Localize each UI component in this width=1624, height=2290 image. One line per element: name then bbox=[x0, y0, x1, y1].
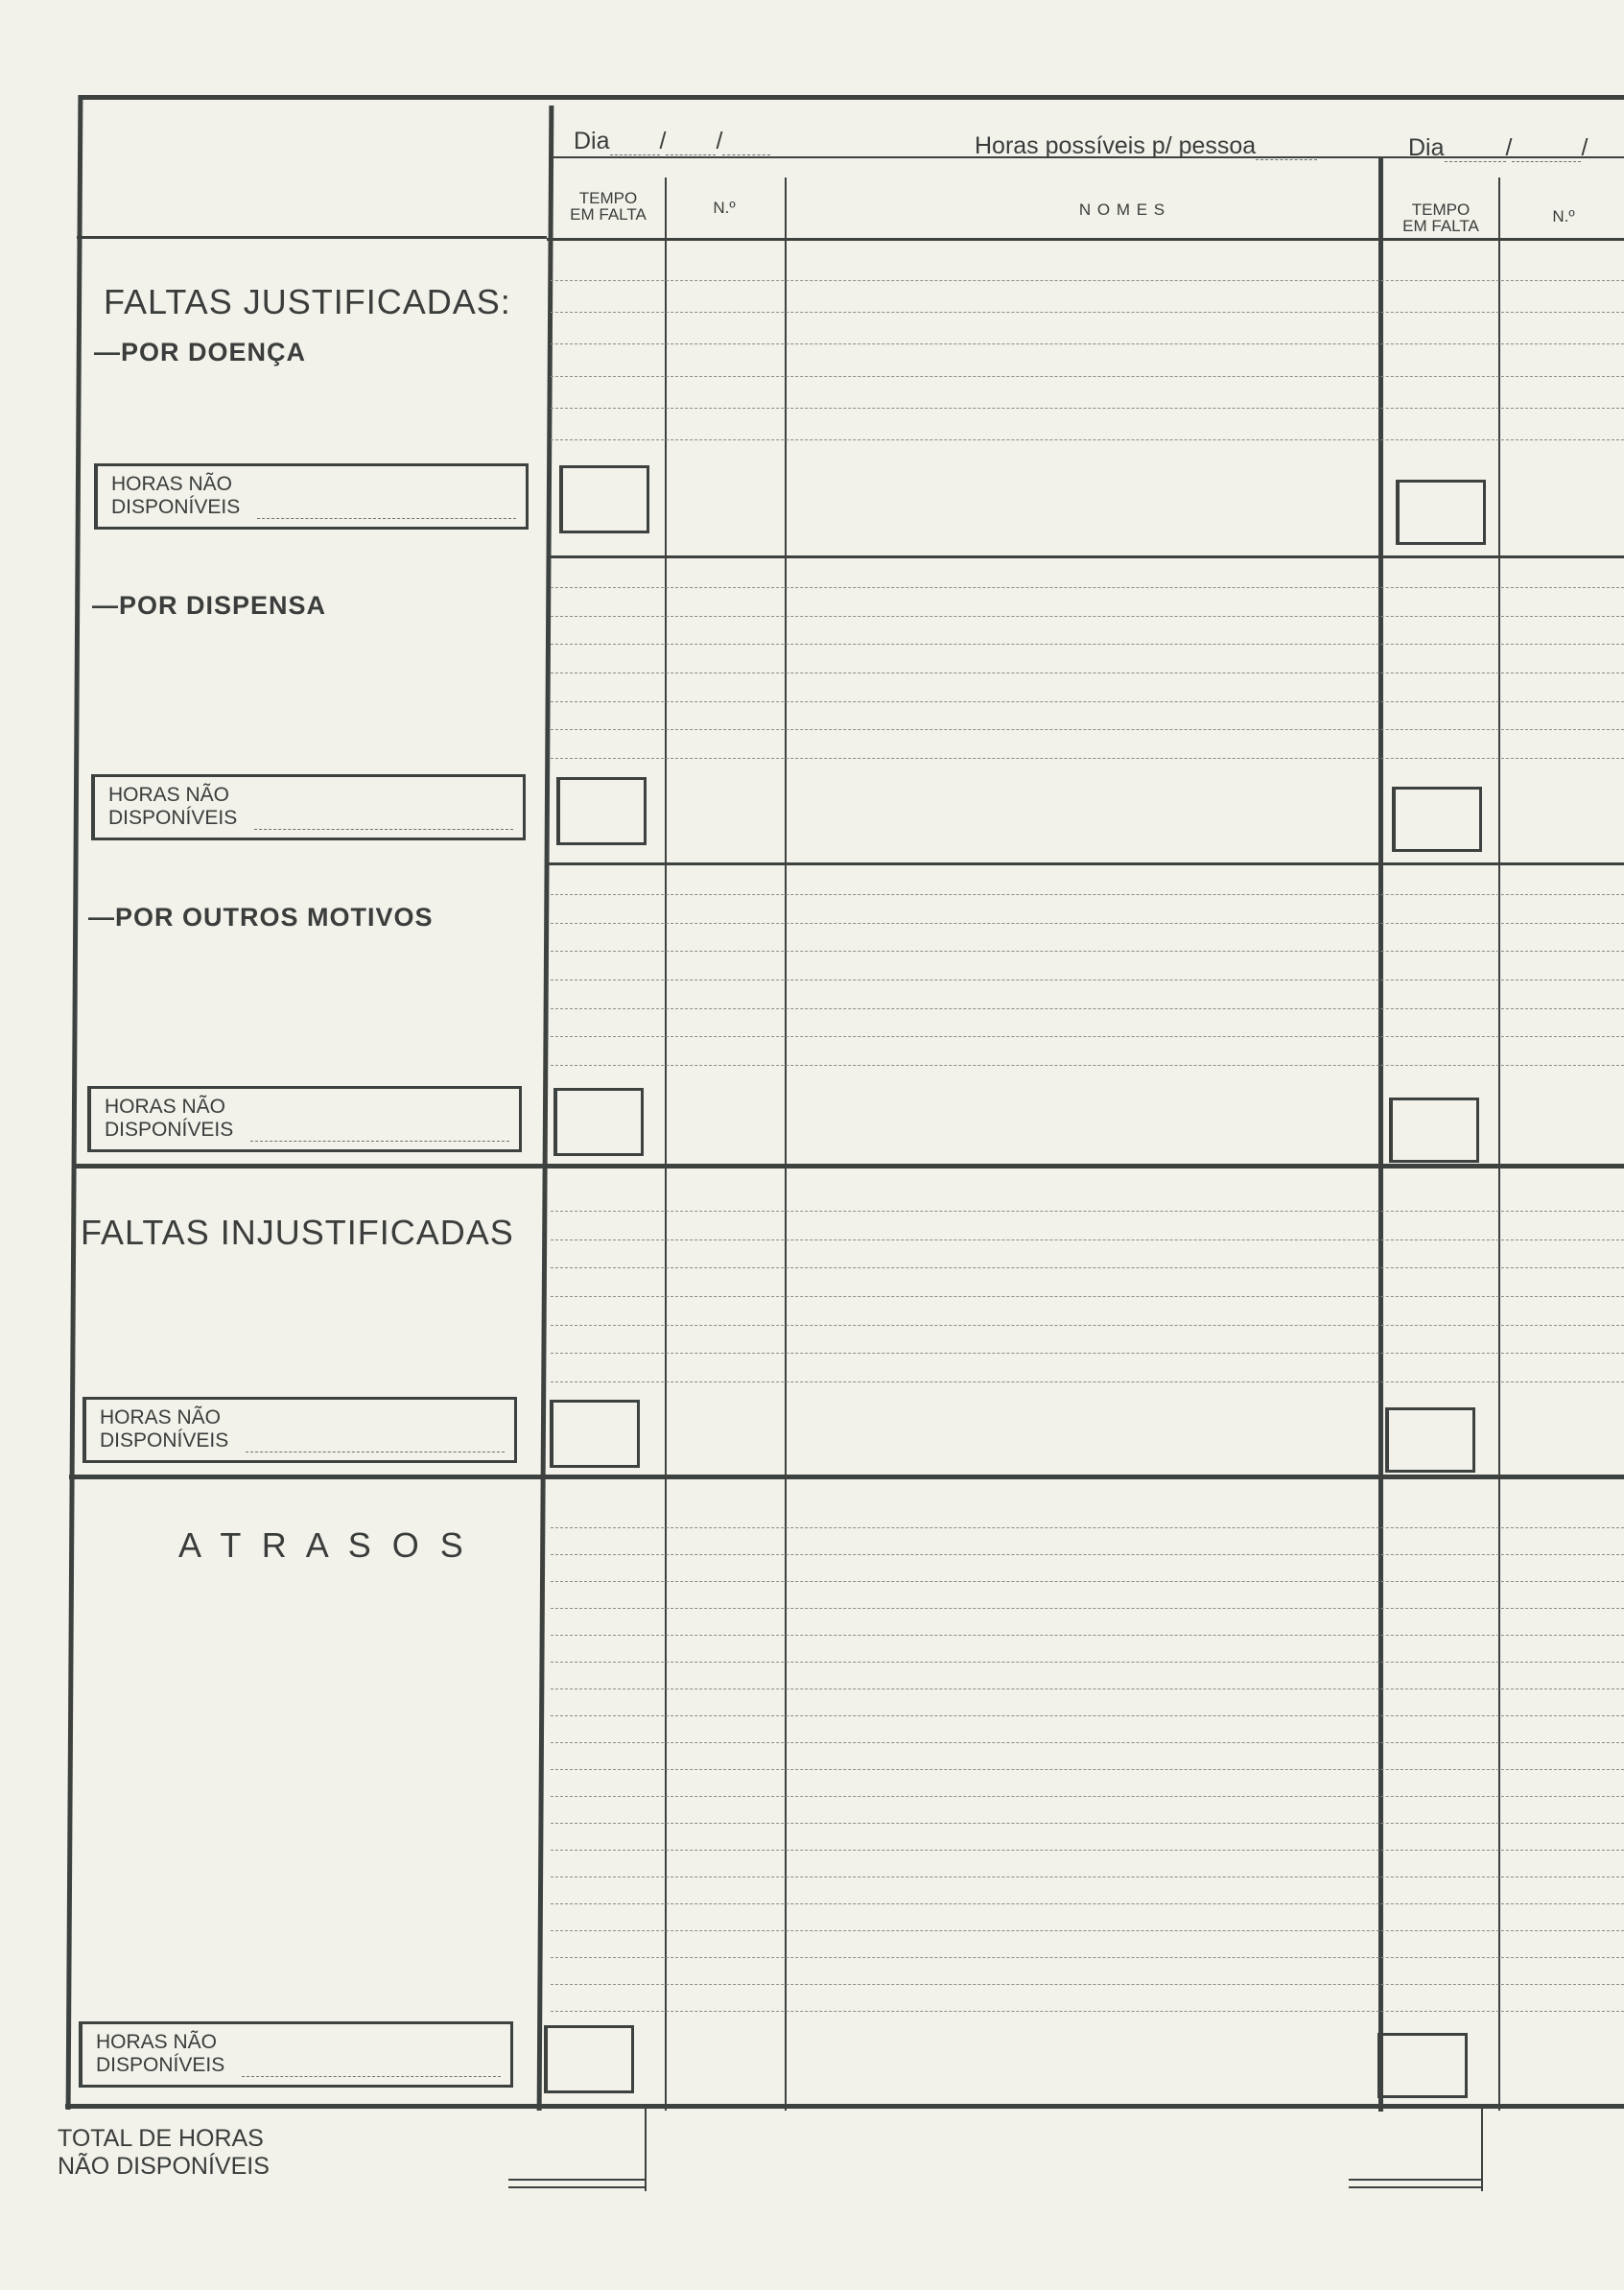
por-doenca-label: —POR DOENÇA bbox=[94, 338, 307, 366]
faltas-justificadas-heading: FALTAS JUSTIFICADAS: bbox=[104, 282, 511, 321]
horas-nao-disponiveis-atrasos[interactable]: HORAS NÃO DISPONÍVEIS bbox=[79, 2021, 513, 2088]
horas-nao-disponiveis-outros[interactable]: HORAS NÃO DISPONÍVEIS bbox=[87, 1086, 522, 1152]
entry-line[interactable] bbox=[551, 1211, 1624, 1212]
entry-line[interactable] bbox=[551, 1823, 1624, 1824]
entry-line[interactable] bbox=[551, 729, 1624, 730]
total-underline-right-1 bbox=[1349, 2179, 1483, 2181]
entry-line[interactable] bbox=[551, 439, 1624, 440]
total-box-atrasos[interactable] bbox=[544, 2025, 634, 2093]
entry-line[interactable] bbox=[551, 280, 1624, 281]
entry-line[interactable] bbox=[551, 951, 1624, 952]
entry-line[interactable] bbox=[551, 1957, 1624, 1958]
entry-line[interactable] bbox=[551, 1353, 1624, 1354]
label-column-divider bbox=[537, 106, 554, 2111]
horas-possiveis-field[interactable]: Horas possíveis p/ pessoa bbox=[975, 132, 1317, 160]
entry-line[interactable] bbox=[551, 1742, 1624, 1743]
header-row-bottom bbox=[547, 238, 1624, 241]
entry-line[interactable] bbox=[551, 1608, 1624, 1609]
divider-after-doenca bbox=[549, 555, 1624, 558]
entry-line[interactable] bbox=[551, 343, 1624, 344]
entry-line[interactable] bbox=[551, 1325, 1624, 1326]
entry-line[interactable] bbox=[551, 408, 1624, 409]
entry-line[interactable] bbox=[551, 1036, 1624, 1037]
horas-nao-disponiveis-dispensa[interactable]: HORAS NÃO DISPONÍVEIS bbox=[91, 774, 526, 840]
entry-line[interactable] bbox=[551, 1239, 1624, 1240]
divider-after-dispensa bbox=[547, 862, 1624, 865]
atrasos-heading: A T R A S O S bbox=[178, 1525, 469, 1565]
divider-before-injustificadas bbox=[72, 1164, 1624, 1169]
total-underline-left-2 bbox=[508, 2186, 647, 2188]
por-outros-motivos-label: —POR OUTROS MOTIVOS bbox=[88, 903, 434, 932]
entry-line[interactable] bbox=[551, 923, 1624, 924]
entry-line[interactable] bbox=[551, 1850, 1624, 1851]
faltas-injustificadas-heading: FALTAS INJUSTIFICADAS bbox=[81, 1213, 514, 1252]
entry-line[interactable] bbox=[551, 1903, 1624, 1904]
date-field[interactable]: Dia / / bbox=[574, 128, 770, 155]
horas-nao-disponiveis-doenca[interactable]: HORAS NÃO DISPONÍVEIS bbox=[94, 463, 529, 530]
entry-line[interactable] bbox=[551, 1984, 1624, 1985]
col-line-num-nomes bbox=[785, 177, 787, 2111]
total-box-dispensa-right[interactable] bbox=[1392, 787, 1482, 852]
por-dispensa-label: —POR DISPENSA bbox=[92, 591, 327, 620]
entry-line[interactable] bbox=[551, 1527, 1624, 1528]
entry-line[interactable] bbox=[551, 1581, 1624, 1582]
total-box-injustificadas[interactable] bbox=[550, 1400, 640, 1468]
total-box-dispensa[interactable] bbox=[556, 777, 647, 845]
date-field-right[interactable]: Dia / / bbox=[1408, 134, 1589, 161]
col-header-numero: N.º bbox=[713, 199, 736, 217]
bottom-border bbox=[65, 2104, 1624, 2109]
entry-line[interactable] bbox=[551, 1381, 1624, 1382]
col-line-right-tempo-num bbox=[1498, 177, 1500, 2111]
horas-nao-disponiveis-injustificadas[interactable]: HORAS NÃO DISPONÍVEIS bbox=[82, 1397, 517, 1463]
total-box-atrasos-right[interactable] bbox=[1377, 2033, 1468, 2098]
col-header-tempo: TEMPO EM FALTA bbox=[570, 189, 647, 224]
entry-line[interactable] bbox=[551, 1769, 1624, 1770]
entry-line[interactable] bbox=[551, 1930, 1624, 1931]
entry-line[interactable] bbox=[551, 1662, 1624, 1663]
entry-line[interactable] bbox=[551, 312, 1624, 313]
col-header-tempo-right: TEMPO EM FALTA bbox=[1402, 201, 1479, 235]
entry-line[interactable] bbox=[551, 2011, 1624, 2012]
total-box-injustificadas-right[interactable] bbox=[1385, 1407, 1475, 1473]
entry-line[interactable] bbox=[551, 894, 1624, 895]
entry-line[interactable] bbox=[551, 1796, 1624, 1797]
divider-before-atrasos bbox=[69, 1475, 1624, 1479]
right-block-divider bbox=[1378, 158, 1383, 2112]
total-horas-label: TOTAL DE HORAS NÃO DISPONÍVEIS bbox=[58, 2125, 270, 2180]
col-header-numero-right: N.º bbox=[1552, 207, 1575, 225]
entry-line[interactable] bbox=[551, 701, 1624, 702]
entry-line[interactable] bbox=[551, 1065, 1624, 1066]
total-underline-right-2 bbox=[1349, 2186, 1483, 2188]
entry-line[interactable] bbox=[551, 1296, 1624, 1297]
left-border bbox=[66, 95, 83, 2110]
total-box-doenca[interactable] bbox=[559, 465, 649, 533]
entry-line[interactable] bbox=[551, 1635, 1624, 1636]
top-border bbox=[79, 95, 1624, 100]
entry-line[interactable] bbox=[551, 376, 1624, 377]
total-box-outros[interactable] bbox=[553, 1088, 644, 1156]
entry-line[interactable] bbox=[551, 644, 1624, 645]
total-box-outros-right[interactable] bbox=[1389, 1098, 1479, 1163]
entry-line[interactable] bbox=[551, 616, 1624, 617]
entry-line[interactable] bbox=[551, 758, 1624, 759]
entry-line[interactable] bbox=[551, 1688, 1624, 1689]
entry-line[interactable] bbox=[551, 1554, 1624, 1555]
total-box-doenca-right[interactable] bbox=[1396, 480, 1486, 545]
entry-line[interactable] bbox=[551, 1715, 1624, 1716]
col-header-nomes: N O M E S bbox=[1078, 201, 1166, 219]
entry-line[interactable] bbox=[551, 1267, 1624, 1268]
total-underline-left-1 bbox=[508, 2179, 647, 2181]
entry-line[interactable] bbox=[551, 1008, 1624, 1009]
entry-line[interactable] bbox=[551, 587, 1624, 588]
header-row-bottom-left bbox=[77, 236, 547, 239]
col-line-tempo-num bbox=[665, 177, 667, 2111]
